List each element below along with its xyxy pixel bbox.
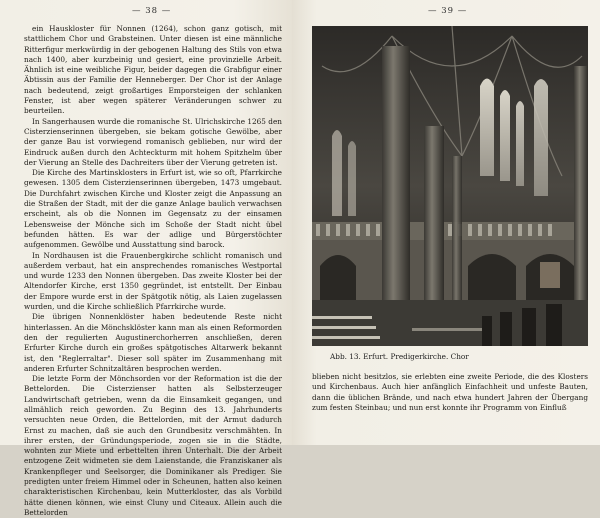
paragraph: In Sangerhausen wurde die romanische St. Ulrichskirche 1265 den Cisterzienserinnen übergeben, sie bekam gotische Gewölbe, aber der ganze Bau ist vorwiegend romanisch geblieben, nur wird der Eindruck außen durch den Achteckturm mit hohem Spitzhelm über der Vierung an Stelle des Dachreiters über der Vierung getreten ist. bbox=[24, 116, 282, 167]
paragraph: ein Hauskloster für Nonnen (1264), schon ganz gotisch, mit stattlichem Chor und Grabsteinen. Unter diesen ist eine männliche Ritterfigur merkwürdig in der gebogenen Haltung des Stils von etwa nach 1400, aber kurzbeinig und gesiert, eine provinzielle Arbeit. Ähnlich ist eine weibliche Figur, beider dagegen die Grabfigur einer Äbtissin aus der Familie der Henneberger. Der Chor ist der Anlage nach bedeutend, zeigt großartiges Emporsteigen der schlanken Fenster, ist aber wegen späterer Veränderungen schwer zu beurteilen. bbox=[24, 24, 282, 116]
body-text bbox=[24, 24, 282, 518]
figure-caption: Abb. 13. Erfurt. Predigerkirche. Chor bbox=[330, 352, 469, 361]
paragraph: Die letzte Form der Mönchsorden vor der Reformation ist die der Bettelorden. Die Cisterzienser hatten als Selbsterzeuger Landwirtschaft getrieben, wenn da die Einsamkeit gegangen, und allmählich reich geworden. Zu Beginn des 13. Jahrhunderts versuchten neue Orden, die Bettelorden, mit der Armut dadurch Ernst zu machen, daß sie auch den Grundbesitz verschmähten. In ihrer ersten, der Gründungsperiode, zogen sie in die Städte, wohnten zur Miete und erbettelten ihren Unterhalt. Die der Arbeit entzogene Zeit widmeten sie dem Laienstande, die Franziskaner als Krankenpfleger und Seelsorger, die Dominikaner als Prediger. Sie predigten unter freiem Himmel oder in Scheunen, hatten also keinen charakteristischen Kirchenbau, kein Mutterkloster, das als Vorbild hätte dienen können, wie einst Cluny und Citeaux. Allein auch die Bettelorden bbox=[24, 374, 282, 517]
left-page bbox=[0, 0, 293, 517]
church-interior-illustration bbox=[312, 26, 588, 346]
right-page bbox=[292, 0, 600, 445]
page-number: — 38 — bbox=[132, 6, 172, 16]
paragraph: Die Kirche des Martinsklosters in Erfurt ist, wie so oft, Pfarrkirche gewesen. 1305 dem Cisterzienserinnen übergeben, 1473 umgebaut. Die Durchfahrt zwischen Kirche und Kloster zeigt die Anpassung an die Straßen der Stadt, mit der die ganze Anlage baulich verwachsen erscheint, als ob die Nonnen im Gegensatz zu der einsamen Lebensweise der Mönche sich im Schoße der Stadt nicht übel befunden hätten. Es war der adlige und Bürgerstöchter aufgenommen. Gewölbe und Ausstattung sind barock. bbox=[24, 168, 282, 250]
page-number: — 39 — bbox=[428, 6, 468, 16]
paragraph: In Nordhausen ist die Frauenbergkirche schlicht romanisch und außerdem verbaut, hat ein ansprechendes romanisches Westportal und wurde 1233 den Nonnen übergeben. Das zweite Kloster bei der Altendorfer Kirche, erst 1350 gegründet, ist entstellt. Der Einbau der Empore wurde erst in der Spätgotik nötig, als Laien zugelassen wurden, und die Kirche schließlich Pfarrkirche wurde. bbox=[24, 250, 282, 312]
body-text: blieben nicht besitzlos, sie erlebten eine zweite Periode, die des Klosters und Kirchenbaus. Auch hier anfänglich Einfachheit und unfeste Bauten, dann die üblichen Brände, und nach etwa hundert Jahren der Übergang zum festen Steinbau; und nun erst konnte ihr Programm von Einfluß bbox=[312, 372, 588, 412]
church-interior-photo bbox=[312, 26, 588, 346]
paragraph: Die übrigen Nonnenklöster haben bedeutende Reste nicht hinterlassen. An die Mönchsklöster kann man als einen Reformorden den der regulierten Augustinerchorherren anschließen, deren Erfurter Kirche durch ein großes spätgotisches Altarwerk bekannt ist, den "Reglerraltar". Dieser soll später im Zusammenhang mit anderen Erfurter Schnitzaltären besprochen werden. bbox=[24, 312, 282, 373]
